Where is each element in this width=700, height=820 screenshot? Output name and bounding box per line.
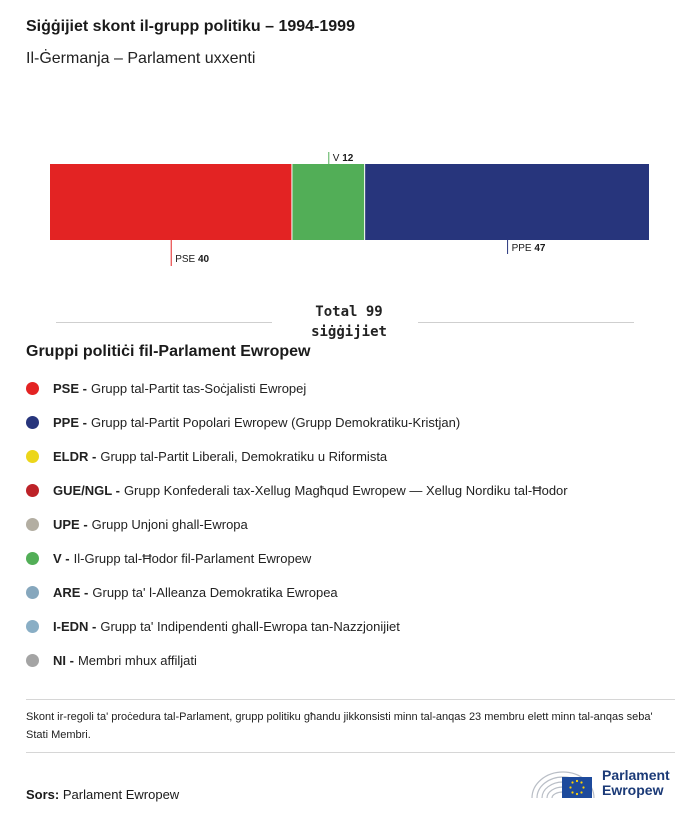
legend-abbr: PSE -: [53, 380, 87, 396]
legend-item: [26, 439, 568, 473]
legend-item: [26, 507, 568, 541]
total-right-rule: [418, 322, 634, 323]
legend-text: Il-Grupp tal-Ħodor fil-Parlament Ewropew: [73, 550, 312, 566]
legend-item: [26, 405, 568, 439]
legend-swatch: [26, 450, 39, 463]
legend-swatch: [26, 654, 39, 667]
source: [26, 787, 179, 802]
legend: [26, 371, 568, 677]
legend-swatch: [26, 484, 39, 497]
legend-abbr: PPE -: [53, 414, 87, 430]
legend-abbr: ARE -: [53, 584, 89, 600]
legend-text: Grupp Konfederali tax-Xellug Magħqud Ewropew — Xellug Nordiku tal-Ħodor: [123, 482, 568, 498]
legend-swatch: [26, 518, 39, 531]
legend-text: Grupp ta' Indipendenti ghall-Ewropa tan-Nazzjonijiet: [100, 618, 400, 634]
total-seats: [56, 302, 634, 342]
legend-text: Grupp ta' l-Alleanza Demokratika Ewropea: [92, 584, 338, 600]
legend-text: Grupp Unjoni ghall-Ewropa: [91, 516, 248, 532]
data-label-v: V 12: [332, 153, 354, 164]
legend-abbr: GUE/NGL -: [53, 482, 120, 498]
legend-abbr: UPE -: [53, 516, 88, 532]
source-label: Sors:: [26, 787, 60, 802]
legend-item: [26, 541, 568, 575]
legend-item: [26, 473, 568, 507]
legend-abbr: I-EDN -: [53, 618, 97, 634]
legend-text: Grupp tal-Partit Liberali, Demokratiku u Riformista: [100, 448, 388, 464]
legend-text: Membri mhux affiljati: [77, 652, 197, 668]
legend-swatch: [26, 620, 39, 633]
hemicycle-icon: [528, 760, 598, 804]
legend-item: [26, 643, 568, 677]
legend-abbr: NI -: [53, 652, 74, 668]
legend-swatch: [26, 382, 39, 395]
source-value: Parlament Ewropew: [62, 787, 180, 802]
legend-swatch: [26, 416, 39, 429]
divider-bottom: [26, 752, 675, 753]
legend-abbr: ELDR -: [53, 448, 97, 464]
bar-segment-v: [292, 164, 364, 240]
logo-text: [602, 768, 670, 798]
data-label-pse: PSE 40: [175, 254, 210, 265]
legend-item: [26, 609, 568, 643]
legend-item: [26, 371, 568, 405]
legend-swatch: [26, 586, 39, 599]
chart-title: Siġġijiet skont il-grupp politiku – 1994-1999: [26, 18, 355, 35]
chart-subtitle: Il-Ġermanja – Parlament uxxenti: [26, 50, 256, 67]
data-label-ppe: PPE 47: [511, 243, 546, 254]
legend-swatch: [26, 552, 39, 565]
logo-line-2: Ewropew: [602, 782, 664, 798]
legend-title: Gruppi politiċi fil-Parlament Ewropew: [26, 343, 311, 360]
total-left-rule: [56, 322, 272, 323]
parliament-logo: [528, 760, 678, 804]
legend-text: Grupp tal-Partit Popolari Ewropew (Grupp Demokratiku-Kristjan): [90, 414, 461, 430]
total-count: Total 99: [315, 304, 383, 320]
legend-abbr: V -: [53, 550, 70, 566]
footnote: Skont ir-regoli ta' proċedura tal-Parlament, grupp politiku għandu jikkonsisti minn tal-anqas 23 membru elett minn tal-anqas seba' Stati Membri.: [26, 711, 653, 741]
bar-segment-ppe: [365, 164, 649, 240]
divider-top: [26, 699, 675, 700]
legend-text: Grupp tal-Partit tas-Soċjalisti Ewropej: [90, 380, 307, 396]
logo-line-1: Parlament: [602, 767, 670, 783]
stacked-bar-chart: [0, 140, 700, 280]
total-unit: siġġijiet: [311, 324, 387, 340]
bar-segment-pse: [50, 164, 291, 240]
total-label: [274, 302, 424, 342]
legend-item: [26, 575, 568, 609]
